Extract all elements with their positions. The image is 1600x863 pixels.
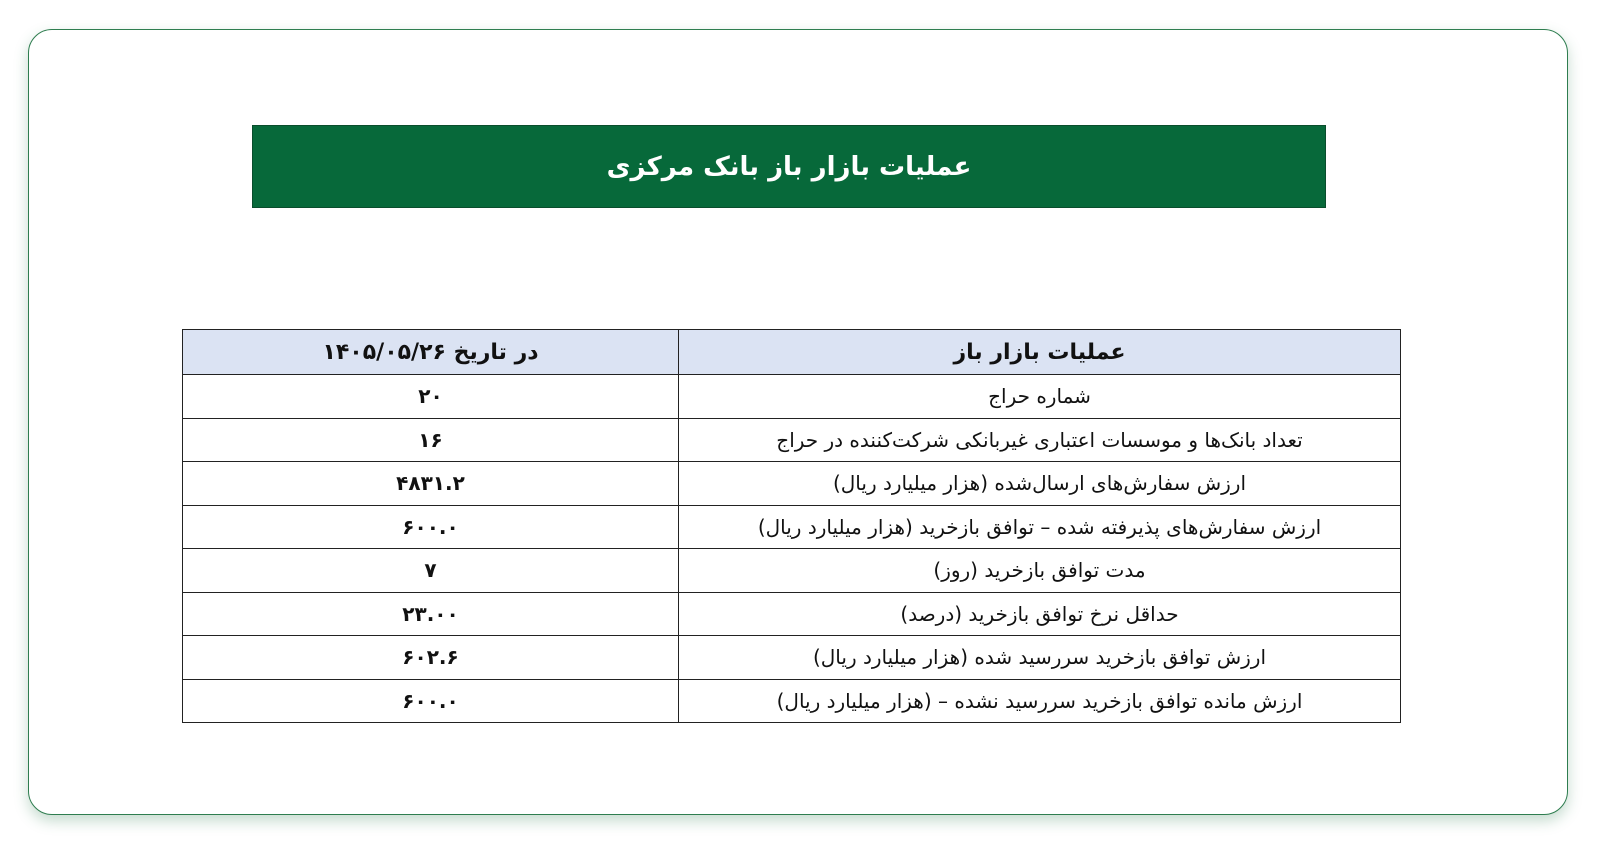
row-value: ۷ [183,549,679,593]
table-header-row [183,330,1401,375]
open-market-operations-table [182,329,1401,723]
row-label: مدت توافق بازخرید (روز) [679,549,1401,593]
row-value: ۲۰ [183,375,679,419]
table-row [183,549,1401,593]
table-row [183,462,1401,506]
row-label: ارزش سفارش‌های پذیرفته شده – توافق بازخرید (هزار میلیارد ریال) [679,505,1401,549]
table-row [183,636,1401,680]
row-value: ۶۰۰.۰ [183,679,679,723]
row-label: تعداد بانک‌ها و موسسات اعتباری غیربانکی شرکت‌کننده در حراج [679,418,1401,462]
row-value: ۴۸۳۱.۲ [183,462,679,506]
row-value: ۱۶ [183,418,679,462]
row-value: ۲۳.۰۰ [183,592,679,636]
row-label: ارزش مانده توافق بازخرید سررسید نشده – (هزار میلیارد ریال) [679,679,1401,723]
row-label: ارزش سفارش‌های ارسال‌شده (هزار میلیارد ریال) [679,462,1401,506]
row-label: شماره حراج [679,375,1401,419]
row-label: ارزش توافق بازخرید سررسید شده (هزار میلیارد ریال) [679,636,1401,680]
title-banner [252,125,1326,208]
header-operation: عملیات بازار باز [679,330,1401,375]
row-label: حداقل نرخ توافق بازخرید (درصد) [679,592,1401,636]
table-row [183,375,1401,419]
table-row [183,505,1401,549]
table-row [183,418,1401,462]
header-date: در تاریخ ۱۴۰۵/۰۵/۲۶ [183,330,679,375]
table-row [183,679,1401,723]
banner-title: عملیات بازار باز بانک مرکزی [606,151,972,182]
row-value: ۶۰۲.۶ [183,636,679,680]
table-row [183,592,1401,636]
row-value: ۶۰۰.۰ [183,505,679,549]
